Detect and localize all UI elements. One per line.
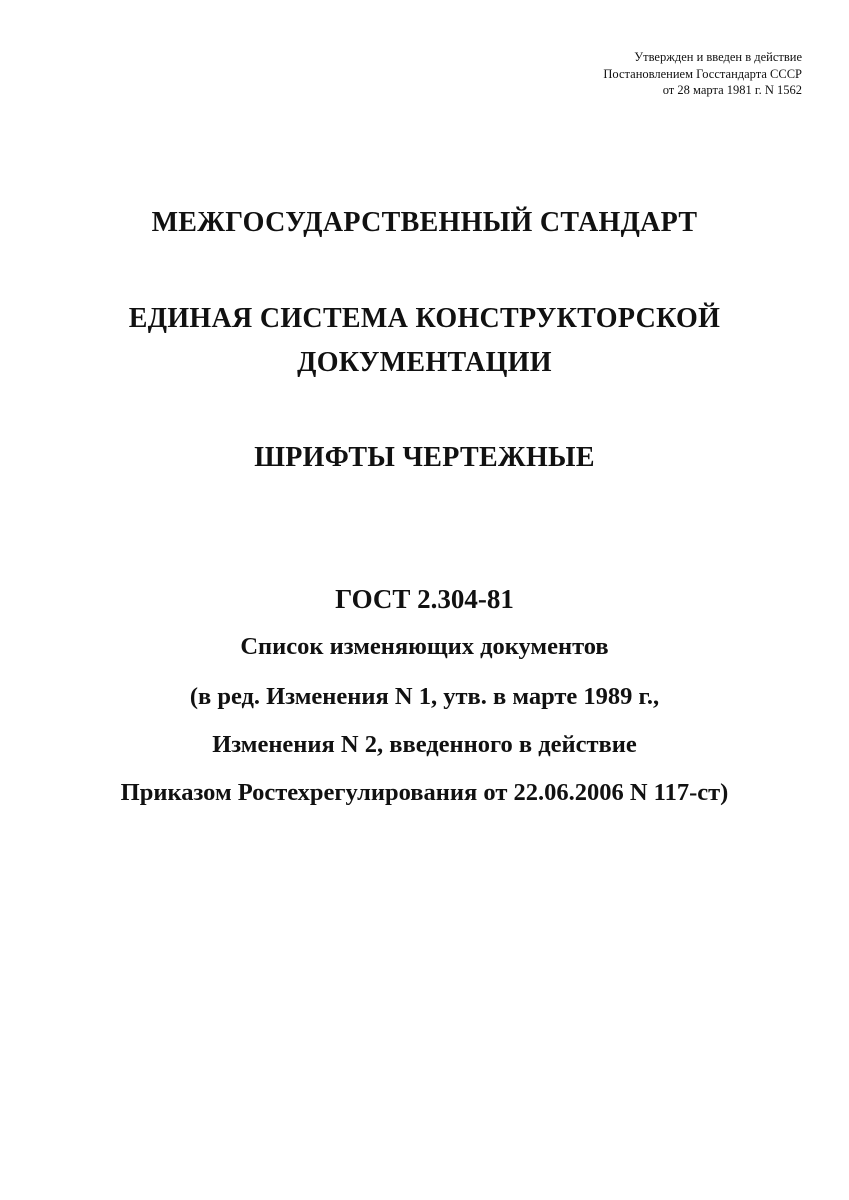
gost-designation: ГОСТ 2.304-81	[335, 584, 514, 614]
changes-line-3: Приказом Ростехрегулирования от 22.06.2006 N 117-ст)	[120, 779, 729, 806]
changes-line-2: Изменения N 2, введенного в действие	[212, 731, 637, 758]
approval-note	[603, 49, 802, 99]
approval-line-3: от 28 марта 1981 г. N 1562	[662, 83, 802, 97]
changes-heading: Список изменяющих документов	[240, 633, 609, 660]
approval-line-1: Утвержден и введен в действие	[634, 50, 802, 64]
system-name-line-1: ЕДИНАЯ СИСТЕМА КОНСТРУКТОРСКОЙ	[128, 303, 721, 334]
approval-line-2: Постановлением Госстандарта СССР	[603, 66, 802, 81]
changes-line-1: (в ред. Изменения N 1, утв. в марте 1989 г.,	[189, 683, 660, 710]
system-name-line-2: ДОКУМЕНТАЦИИ	[297, 347, 552, 378]
standard-type-heading: МЕЖГОСУДАРСТВЕННЫЙ СТАНДАРТ	[151, 207, 698, 238]
document-title: ШРИФТЫ ЧЕРТЕЖНЫЕ	[254, 442, 595, 473]
